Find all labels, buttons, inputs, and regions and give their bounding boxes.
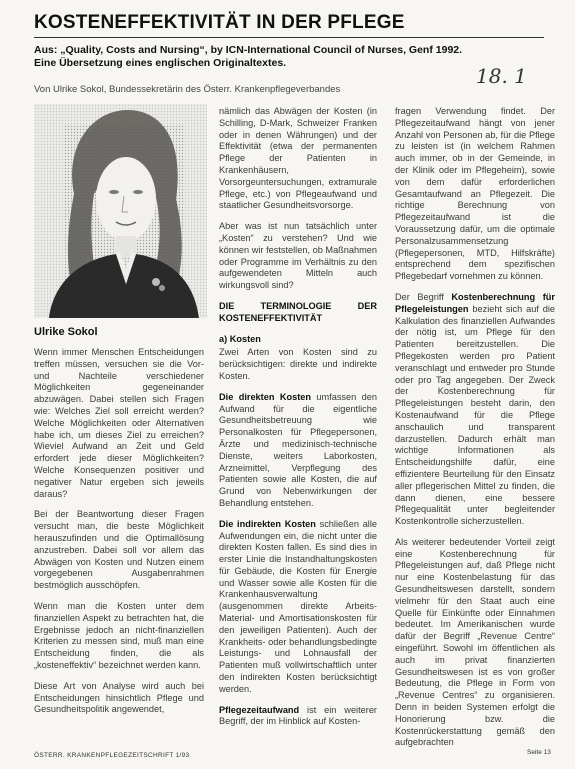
- paragraph-text: Der Begriff: [395, 291, 452, 302]
- paragraph: [219, 519, 377, 696]
- column-1: [34, 347, 204, 725]
- page-title: KOSTENEFFEKTIVITÄT IN DER PFLEGE: [34, 12, 405, 33]
- handwritten-note: 18. 1: [476, 64, 527, 88]
- term: Die indirekten Kosten: [219, 518, 316, 529]
- paragraph: [395, 292, 555, 528]
- section-heading: DIE TERMINOLOGIE DER KOSTENEFFEKTIVITÄT: [219, 300, 377, 323]
- paragraph: Wenn man die Kosten unter dem finanziellen Aspekt zu betrachten hat, die Ergebnisse jedoch an nicht-finanziellen Kriterien zu messen sind, muß man eine Entscheidung finden, die als „kosteneffektiv“ bezeichnet werden kann.: [34, 600, 204, 670]
- paragraph: Bei der Beantwortung dieser Fragen versucht man, die beste Möglichkeit herauszufinden und die Optimallösung anzustreben. Dabei soll vor allem das Abwägen von Kosten und Nutzen einem vorgegebenen Ausgabenrahmen bestmöglich ausschöpfen.: [34, 509, 204, 591]
- paragraph: nämlich das Abwägen der Kosten (in Schilling, D-Mark, Schweizer Franken oder in denen Währungen) und der Effektivität (etwa der permanenten Pflege der Patienten in Krankenhäusern, Vorsorgeuntersuchungen, extramurale Pflege, etc.) von Pflegeaufwand und staatlicher Gesundheitsvorsorge.: [219, 106, 377, 211]
- paragraph-text: ist ein weiterer Begriff, der im Hinblick auf Kosten-: [219, 704, 377, 727]
- term: Pflegezeitaufwand: [219, 704, 300, 715]
- footer-page-number: Seite 13: [527, 749, 551, 756]
- paragraph: Aber was ist nun tatsächlich unter „Kosten“ zu verstehen? Und wie können wir feststellen, ob Maßnahmen oder Programme im Verhältnis zu den aufgewendeten Mitteln auch wirkungsvoll sind?: [219, 221, 377, 291]
- paragraph-text: schließen alle Aufwendungen ein, die nicht unter die direkten Kosten fallen. Es sind dies in erster Linie die Instandhaltungskosten für Gebäude, die Kosten für Energie und Wasser sowie alle Kosten für die Krankenhausverwaltung (ausgenommen direkte Arbeits-Material- und Amortisationskosten für den jeweiligen Patienten). Auch der Krankheits- oder behandlungsbedingte Leistungs- und Lohnausfall der Patienten muß vollwirtschaftlich unter den indirekten Kosten berücksichtigt werden.: [219, 518, 377, 694]
- source-note: [34, 44, 504, 69]
- paragraph: [219, 392, 377, 510]
- title-rule: [34, 37, 544, 38]
- term: Kostenberechnung für Pflegeleistungen: [395, 291, 555, 314]
- source-line-1: Aus: „Quality, Costs and Nursing“, by ICN-International Council of Nurses, Genf 1992.: [34, 44, 463, 56]
- paragraph-text: umfassen den Aufwand für die eigentliche Gesundheitsbetreuung wie Personalkosten für Pflegepersonen, Ärzte und medizinisch-technische Dienste, weiters Laborkosten, Arzneimittel, Verpflegung des Patienten sowie alle Kosten, die auf Grund von Nebenwirkungen der Behandlung entstehen.: [219, 391, 377, 508]
- author-photo: [34, 104, 207, 318]
- term: Die direkten Kosten: [219, 391, 311, 402]
- column-2: [219, 106, 377, 737]
- paragraph: Wenn immer Menschen Entscheidungen treffen müssen, versuchen sie die Vor- und Nachteile verschiedener Möglichkeiten gegeneinander abzuwägen. Dabei stellen sich Fragen wie: Welches Ziel soll erreicht werden? Welche Möglichkeiten oder Alternativen habe ich, um dieses Ziel zu erreichen? Wieviel Aufwand an Zeit und Geld erfordert jede dieser Möglichkeiten? Welche Konsequenzen positiver und negativer Natur ergeben sich jeweils daraus?: [34, 347, 204, 499]
- source-line-2: Eine Übersetzung eines englischen Originaltextes.: [34, 56, 287, 69]
- paragraph: [219, 705, 377, 729]
- column-3: [395, 106, 555, 758]
- paragraph: Als weiterer bedeutender Vorteil zeigt eine Kostenberechnung für Pflegeleistungen auf, daß Pflege nicht nur eine Kostenbelastung für das Gesundheitswesen darstellt, sondern vielmehr für den Staat auch eine Quelle für Einkünfte oder Einnahmen bedeutet. Im Amerikanischen wurde dafür der Begriff „Revenue Centre“ eingeführt. Sowohl im öffentlichen als auch im privat finanzierten Gesundheitswesen ist es von großer Bedeutung, die Pflege in Form von „Revenue Centres“ zu organisieren. Denn in beiden Systemen erfolgt die Honorierung bzw. die Kostenrückerstattung gemäß den aufgebrachten: [395, 536, 555, 748]
- paragraph: Diese Art von Analyse wird auch bei Entscheidungen hinsichtlich Pflege und Gesundheitspolitik angewendet,: [34, 680, 204, 715]
- paragraph-text: bezieht sich auf die Kalkulation des finanziellen Aufwandes der nötig ist, um Pflege für den Patienten bereitzustellen. Die Pflegekosten werden pro Patient veranschlagt und entweder pro Stunde oder pro Tag angegeben. Der Zweck der Kostenberechnung für Pflegeleistungen besteht darin, den Kostenaufwand für die Pflege anschaulich und transparent darzustellen. Dadurch erhält man wichtige Informationen als Entscheidungshilfe dafür, eine effizientere Beurteilung für den Einsatz aller pflegerischen Mittel zu finden, die dann dienen, eine bessere Pflegequalität unter begleitender Kostenkontrolle sicherzustellen.: [395, 303, 555, 527]
- author-line: Von Ulrike Sokol, Bundessekretärin des Österr. Krankenpflegeverbandes: [34, 84, 341, 95]
- photo-caption: Ulrike Sokol: [34, 326, 98, 338]
- paragraph: Zwei Arten von Kosten sind zu berücksichtigen: direkte und indirekte Kosten.: [219, 347, 377, 381]
- footer-publication: ÖSTERR. KRANKENPFLEGEZEITSCHRIFT 1/93: [34, 752, 190, 759]
- paragraph: fragen Verwendung findet. Der Pflegezeitaufwand hängt von jener Anzahl von Personen ab, für die Pflege zu leisten ist (in welchem Rahmen auch immer, ob in der Gemeinde, in der Klinik oder im Pflegeheim), sowie von dem dafür erforderlichen Gesamtaufwand an Pflegezeit. Die richtige Berechnung von Pflegezeitaufwand ist die Voraussetzung dafür, um die optimale Personalzusammensetzung (Pflegepersonen, MTD, Hilfskräfte) entsprechend dem spezifischen Pflegebedarf vornehmen zu können.: [395, 106, 555, 282]
- sub-heading: a) Kosten: [219, 333, 261, 344]
- portrait-image: [34, 104, 207, 318]
